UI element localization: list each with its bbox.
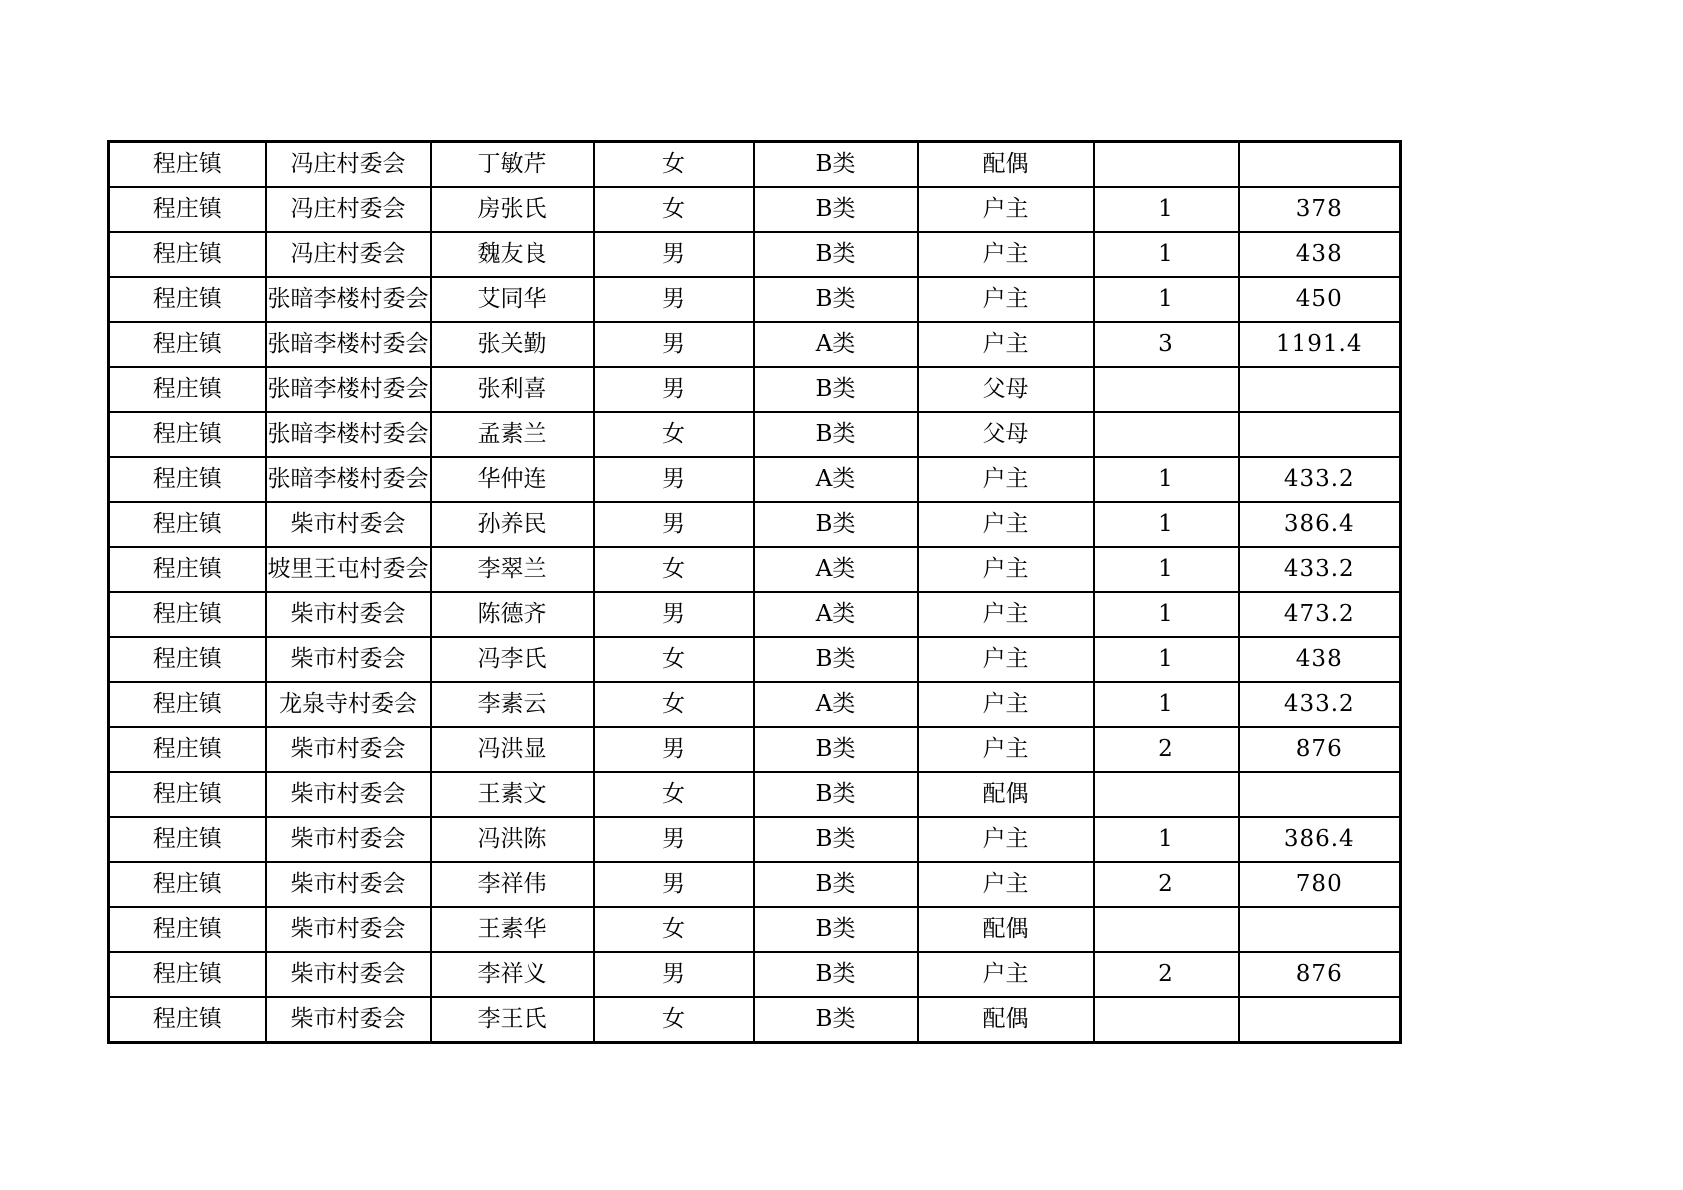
table-cell: 程庄镇 [109,322,266,367]
table-cell: B类 [754,862,918,907]
table-cell: 1 [1094,457,1239,502]
table-cell [1094,367,1239,412]
table-cell: 1 [1094,502,1239,547]
table-cell: 户主 [918,187,1094,232]
table-cell: 438 [1239,232,1401,277]
table-row [109,952,1401,997]
table-cell: 1 [1094,187,1239,232]
table-cell: B类 [754,907,918,952]
table-row [109,187,1401,232]
table-row [109,457,1401,502]
table-row [109,997,1401,1043]
table-cell: 张暗李楼村委会 [266,412,431,457]
table-cell: 陈德齐 [431,592,594,637]
table-row [109,727,1401,772]
table-cell: 配偶 [918,142,1094,188]
table-cell [1094,997,1239,1043]
table-cell: 张暗李楼村委会 [266,457,431,502]
table-cell: B类 [754,727,918,772]
table-cell: 女 [594,412,754,457]
table-cell: B类 [754,187,918,232]
table-cell: 1 [1094,547,1239,592]
table-row [109,772,1401,817]
table-cell: 780 [1239,862,1401,907]
table-cell: 艾同华 [431,277,594,322]
table-cell: 男 [594,232,754,277]
table-cell [1239,412,1401,457]
table-cell: 433.2 [1239,457,1401,502]
table-cell: 女 [594,907,754,952]
table-cell: 张关勤 [431,322,594,367]
table-cell: A类 [754,592,918,637]
table-cell: 配偶 [918,997,1094,1043]
table-cell: 龙泉寺村委会 [266,682,431,727]
table-cell: B类 [754,952,918,997]
table-cell: 配偶 [918,772,1094,817]
table-cell: 1191.4 [1239,322,1401,367]
table-cell: 户主 [918,457,1094,502]
table-cell: 程庄镇 [109,997,266,1043]
table-cell: 张暗李楼村委会 [266,322,431,367]
table-cell: 男 [594,367,754,412]
table-cell: 户主 [918,862,1094,907]
table-cell: 李祥伟 [431,862,594,907]
table-cell: B类 [754,232,918,277]
table-row [109,682,1401,727]
table-cell: 程庄镇 [109,367,266,412]
table-cell [1239,997,1401,1043]
table-cell: 433.2 [1239,682,1401,727]
table-row [109,862,1401,907]
table-cell: 程庄镇 [109,862,266,907]
table-cell: B类 [754,367,918,412]
table-cell: 孟素兰 [431,412,594,457]
table-cell: 配偶 [918,907,1094,952]
table-cell [1094,907,1239,952]
table-cell: 473.2 [1239,592,1401,637]
table-cell: B类 [754,502,918,547]
table-cell: A类 [754,322,918,367]
table-cell: 男 [594,502,754,547]
table-cell: 李素云 [431,682,594,727]
table-cell: 男 [594,727,754,772]
table-cell: 男 [594,592,754,637]
table-cell: 男 [594,322,754,367]
table-cell: 2 [1094,727,1239,772]
table-cell: 冯庄村委会 [266,187,431,232]
table-cell: 户主 [918,817,1094,862]
table-cell: B类 [754,997,918,1043]
table-cell: 1 [1094,232,1239,277]
table-row [109,817,1401,862]
table-cell: 户主 [918,232,1094,277]
table-cell: 冯庄村委会 [266,232,431,277]
table-cell: B类 [754,637,918,682]
table-cell: 冯李氏 [431,637,594,682]
table-cell: 李祥义 [431,952,594,997]
table-cell: 386.4 [1239,502,1401,547]
table-row [109,232,1401,277]
table-cell: 女 [594,187,754,232]
table-cell: 386.4 [1239,817,1401,862]
table-cell: 房张氏 [431,187,594,232]
table-cell: 女 [594,142,754,188]
table-cell: 张暗李楼村委会 [266,367,431,412]
table-cell: 张利喜 [431,367,594,412]
table-cell: 男 [594,277,754,322]
table-cell: 1 [1094,682,1239,727]
table-cell: 柴市村委会 [266,592,431,637]
table-cell: 程庄镇 [109,907,266,952]
table-cell: 1 [1094,592,1239,637]
table-cell: 378 [1239,187,1401,232]
table-body [109,142,1401,1043]
table-cell: 876 [1239,727,1401,772]
table-cell: 程庄镇 [109,412,266,457]
table-cell: 柴市村委会 [266,772,431,817]
table-cell: B类 [754,412,918,457]
table-cell: 876 [1239,952,1401,997]
table-cell: A类 [754,547,918,592]
table-cell: 丁敏芹 [431,142,594,188]
table-cell: 柴市村委会 [266,637,431,682]
table-cell: 程庄镇 [109,457,266,502]
table-cell: 程庄镇 [109,502,266,547]
table-row [109,592,1401,637]
table-cell [1239,907,1401,952]
table-cell: 王素文 [431,772,594,817]
table-cell: 1 [1094,817,1239,862]
table-cell: 户主 [918,502,1094,547]
table-cell: A类 [754,457,918,502]
table-cell: 程庄镇 [109,187,266,232]
beneficiary-table [107,140,1402,1044]
table-cell: 华仲连 [431,457,594,502]
table-cell: 程庄镇 [109,547,266,592]
table-cell: 女 [594,637,754,682]
table-cell: B类 [754,772,918,817]
table-cell: B类 [754,277,918,322]
table-row [109,412,1401,457]
table-cell: 程庄镇 [109,592,266,637]
table-cell: 冯洪陈 [431,817,594,862]
table-cell: 魏友良 [431,232,594,277]
table-cell: 柴市村委会 [266,907,431,952]
table-cell: 户主 [918,637,1094,682]
table-cell: 孙养民 [431,502,594,547]
table-cell: 柴市村委会 [266,817,431,862]
table-cell [1239,367,1401,412]
table-cell: 男 [594,457,754,502]
table-cell: 程庄镇 [109,772,266,817]
table-cell: B类 [754,142,918,188]
table-cell: 女 [594,682,754,727]
table-cell [1239,772,1401,817]
table-cell: 2 [1094,952,1239,997]
table-cell: 冯庄村委会 [266,142,431,188]
table-cell: 张暗李楼村委会 [266,277,431,322]
table-cell: 男 [594,862,754,907]
table-cell: 程庄镇 [109,817,266,862]
table-cell: 户主 [918,727,1094,772]
table-cell: B类 [754,817,918,862]
table-cell: 女 [594,547,754,592]
table-row [109,142,1401,188]
table-cell: 女 [594,997,754,1043]
table-cell: 户主 [918,682,1094,727]
table-cell: 冯洪显 [431,727,594,772]
table-cell: 程庄镇 [109,727,266,772]
table-cell: 3 [1094,322,1239,367]
table-cell: 户主 [918,277,1094,322]
table-cell: A类 [754,682,918,727]
table-cell: 户主 [918,592,1094,637]
table-cell: 李王氏 [431,997,594,1043]
table-cell: 户主 [918,952,1094,997]
table-cell: 柴市村委会 [266,502,431,547]
table-row [109,322,1401,367]
table-cell: 柴市村委会 [266,862,431,907]
table-cell: 柴市村委会 [266,997,431,1043]
table-cell: 男 [594,817,754,862]
table-row [109,907,1401,952]
table-cell: 户主 [918,547,1094,592]
table-cell: 坡里王屯村委会 [266,547,431,592]
table-cell: 程庄镇 [109,682,266,727]
table-cell: 450 [1239,277,1401,322]
table-cell: 程庄镇 [109,142,266,188]
table-cell: 2 [1094,862,1239,907]
table-cell: 433.2 [1239,547,1401,592]
table-cell: 柴市村委会 [266,727,431,772]
table-cell: 程庄镇 [109,952,266,997]
table-cell [1094,412,1239,457]
table-cell: 女 [594,772,754,817]
table-cell: 程庄镇 [109,637,266,682]
table-cell: 程庄镇 [109,277,266,322]
table-cell: 1 [1094,277,1239,322]
table-cell: 男 [594,952,754,997]
table-row [109,547,1401,592]
table-cell: 户主 [918,322,1094,367]
table-cell [1094,142,1239,188]
table-row [109,637,1401,682]
table-cell: 1 [1094,637,1239,682]
table-cell: 父母 [918,412,1094,457]
table-cell: 438 [1239,637,1401,682]
table-cell: 李翠兰 [431,547,594,592]
table-row [109,367,1401,412]
table-cell: 程庄镇 [109,232,266,277]
table-cell: 父母 [918,367,1094,412]
table-cell [1239,142,1401,188]
table-cell: 柴市村委会 [266,952,431,997]
table-cell: 王素华 [431,907,594,952]
table-row [109,277,1401,322]
table-row [109,502,1401,547]
table-cell [1094,772,1239,817]
